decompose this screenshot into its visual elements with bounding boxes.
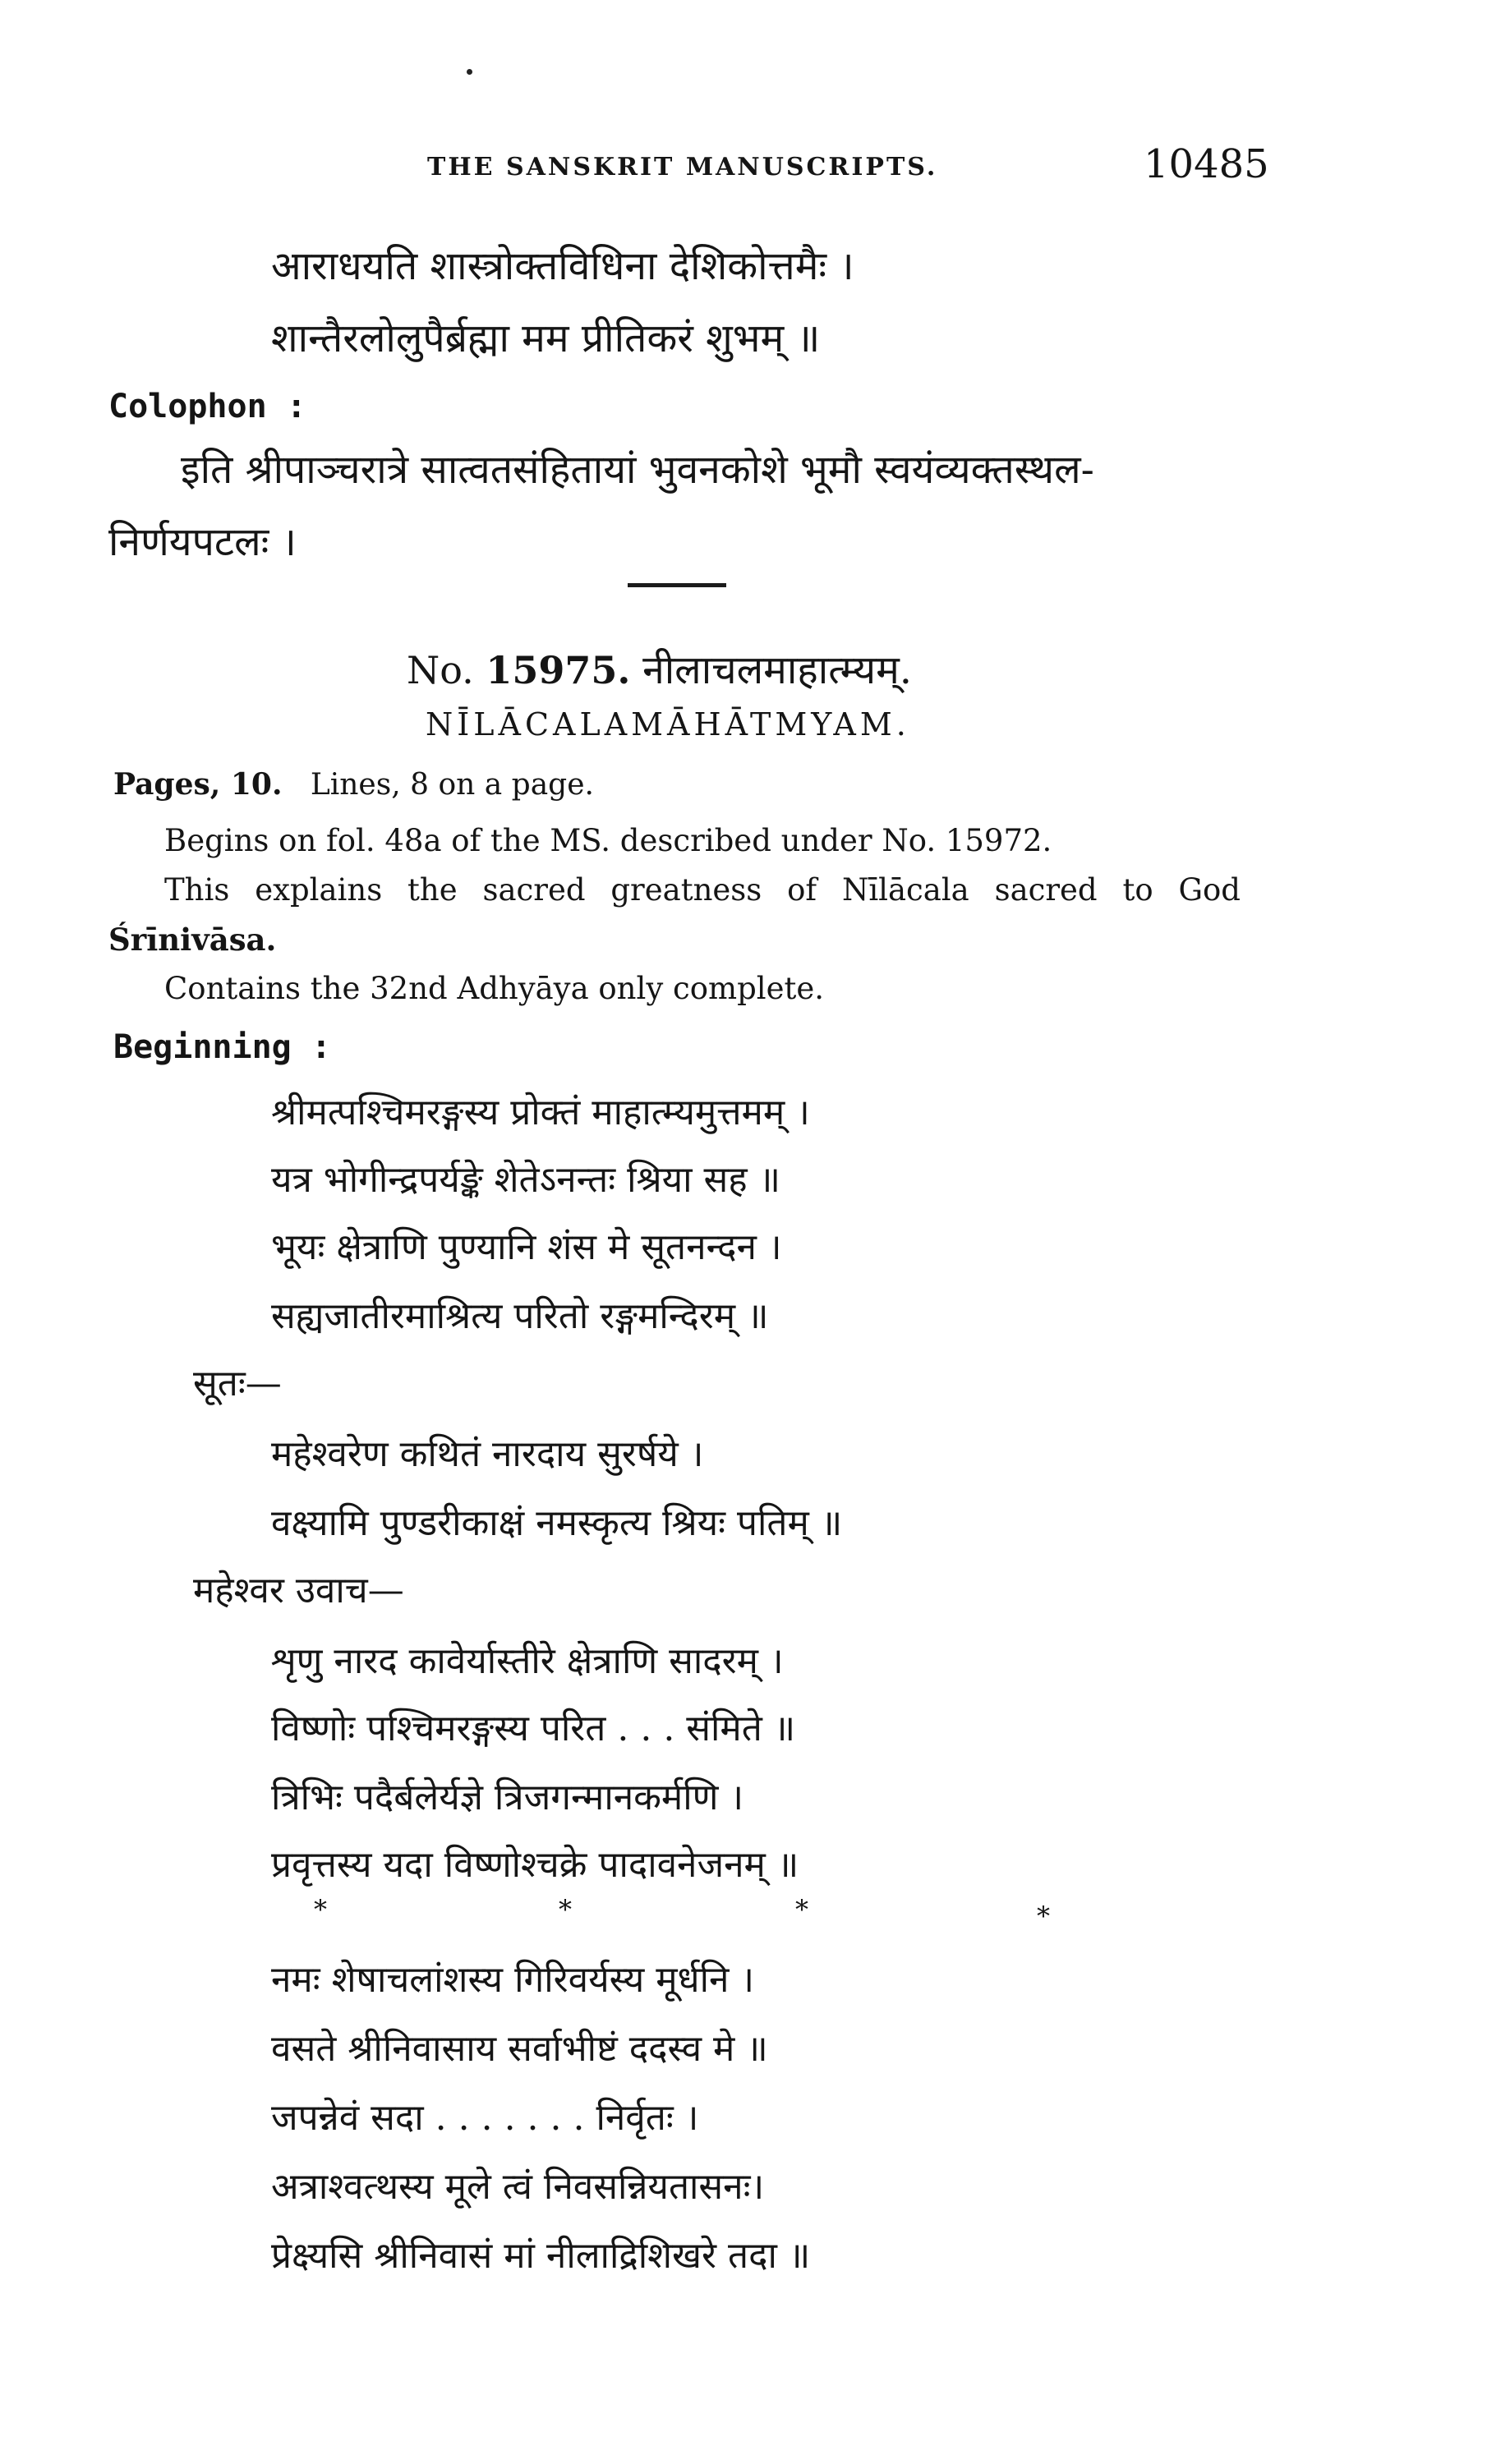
verse-4-4: अत्राश्वत्थस्य मूले त्वं निवसन्नियतासनः। <box>271 2166 765 2208</box>
beginning-label: Beginning : <box>113 1028 331 1066</box>
prev-verse-line-2: शान्तैरलोलुपैर्ब्रह्मा मम प्रीतिकरं शुभम् ॥ <box>271 315 821 361</box>
asterisk-4: * <box>1037 1901 1050 1932</box>
verse-4-1: नमः शेषाचलांशस्य गिरिवर्यस्य मूर्धनि । <box>271 1959 755 2001</box>
speaker-suta: सूतः— <box>193 1363 282 1404</box>
verse-1-3: भूयः क्षेत्राणि पुण्यानि शंस मे सूतनन्दन । <box>271 1226 782 1268</box>
entry-no-label: No. <box>407 648 474 692</box>
verse-1-4: सह्यजातीरमाश्रित्य परितो रङ्गमन्दिरम् ॥ <box>271 1295 769 1337</box>
verse-4-3: जपन्नेवं सदा . . . . . . . निर्वृतः । <box>271 2097 699 2139</box>
lines-info: Lines, 8 on a page. <box>310 768 594 802</box>
description-word: This <box>164 872 230 908</box>
entry-number: 15975. <box>486 648 631 692</box>
description-line-2 <box>164 872 1241 908</box>
description-line-4: Contains the 32nd Adhyāya only complete. <box>164 971 825 1006</box>
verse-2-1: महेश्वरेण कथितं नारदाय सुरर्षये । <box>271 1433 704 1475</box>
stray-dot-mark <box>467 69 472 75</box>
asterisk-2: * <box>559 1894 572 1925</box>
running-title: THE SANSKRIT MANUSCRIPTS. <box>427 153 938 182</box>
verse-3-2: विष्णोः पश्चिमरङ्गस्य परित . . . संमिते ॥ <box>271 1708 796 1749</box>
description-word: of <box>787 872 817 908</box>
description-word: Nīlācala <box>841 872 969 908</box>
verse-1-2: यत्र भोगीन्द्रपर्यङ्के शेतेऽनन्तः श्रिया सह ॥ <box>271 1159 780 1201</box>
asterisk-3: * <box>795 1894 808 1925</box>
speaker-maheshvara: महेश्वर उवाच— <box>193 1570 404 1611</box>
description-line-3: Śrīnivāsa. <box>108 922 277 958</box>
description-line-1: Begins on fol. 48a of the MS. described under No. 15972. <box>164 823 1052 858</box>
colophon-label: Colophon : <box>108 388 306 425</box>
prev-verse-line-1: आराधयति शास्त्रोक्तविधिना देशिकोत्तमैः । <box>271 243 854 289</box>
description-word: God <box>1178 872 1241 908</box>
verse-4-2: वसते श्रीनिवासाय सर्वाभीष्टं ददस्व मे ॥ <box>271 2028 768 2070</box>
section-divider <box>628 583 726 587</box>
page-number: 10485 <box>1144 141 1269 187</box>
verse-3-1: शृणु नारद कावेर्यास्तीरे क्षेत्राणि सादरम् । <box>271 1640 784 1682</box>
verse-3-4: प्रवृत्तस्य यदा विष्णोश्चक्रे पादावनेजनम् ॥ <box>271 1844 799 1886</box>
pages-lines-info <box>113 767 594 802</box>
asterisk-1: * <box>314 1894 327 1925</box>
description-word: sacred <box>482 872 586 908</box>
verse-3-3: त्रिभिः पदैर्बलेर्यज्ञे त्रिजगन्मानकर्मणि । <box>271 1777 744 1818</box>
description-word: to <box>1122 872 1153 908</box>
colophon-line-2: निर्णयपटलः । <box>108 519 297 565</box>
entry-title-roman: NĪLĀCALAMĀHĀTMYAM. <box>426 706 910 742</box>
pages-count: Pages, 10. <box>113 767 283 802</box>
description-word: explains <box>255 872 383 908</box>
description-word: the <box>407 872 458 908</box>
colophon-line-1: इति श्रीपाञ्चरात्रे सात्वतसंहितायां भुवनकोशे भूमौ स्वयंव्यक्तस्थल- <box>181 447 1094 493</box>
verse-2-2: वक्ष्यामि पुण्डरीकाक्षं नमस्कृत्य श्रियः पतिम् ॥ <box>271 1502 843 1544</box>
description-word: sacred <box>994 872 1098 908</box>
verse-1-1: श्रीमत्पश्चिमरङ्गस्य प्रोक्तं माहात्म्यमुत्तमम् । <box>271 1092 810 1133</box>
entry-heading <box>407 642 912 696</box>
description-word: greatness <box>610 872 762 908</box>
entry-title-devanagari: नीलाचलमाहात्म्यम्. <box>642 647 913 693</box>
verse-4-5: प्रेक्ष्यसि श्रीनिवासं मां नीलाद्रिशिखरे तदा ॥ <box>271 2235 811 2277</box>
